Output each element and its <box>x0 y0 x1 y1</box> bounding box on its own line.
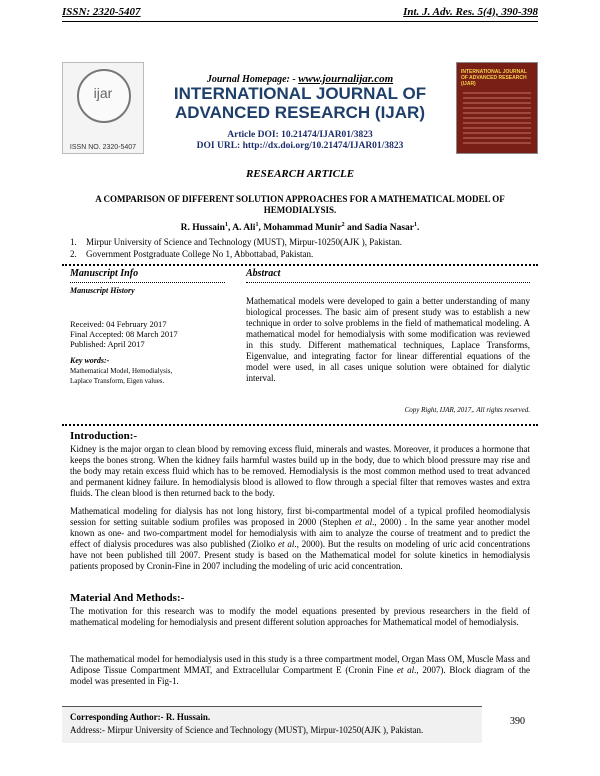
introduction-paragraph-2: Mathematical modeling for dialysis has not long history, first bi-compartmental model of a typical profiled heomodialysis session for setting suitable sodium profiles was proposed in 2000 (Stephen et al., 2000) . In the same year another model known as one- and two-compartment model for hemodialysis with aim to analyze the course of treatment and to predict the effect of dialysis procedures was also published (Ziolko et al., 2000). But the results on modeling of uric acid concentrations have not been published till 2007. Present study is based on the Mathematical model for solute kinetics in hemodialysis patients proposed by Cronin-Fine in 2007 including the modeling of uric acid concentration. <box>70 506 531 571</box>
citation-header: Int. J. Adv. Res. 5(4), 390-398 <box>403 6 538 18</box>
author-name: Mohammad Munir <box>263 223 342 234</box>
affiliation-list <box>70 236 402 260</box>
keywords-list: Mathematical Model, Hemodialysis, Laplace Transform, Eigen values. <box>70 367 173 385</box>
author-name: A. Ali <box>232 223 256 234</box>
affiliation-1: 1. Mirpur University of Science and Technology (MUST), Mirpur-10250(AJK ), Pakistan. <box>70 237 402 247</box>
manuscript-info-rule <box>70 282 225 283</box>
manuscript-history-heading: Manuscript History <box>70 286 135 295</box>
corresponding-address: Address:- Mirpur University of Science and Technology (MUST), Mirpur-10250(AJK ), Pakistan. <box>70 725 424 735</box>
logo-text: ijar <box>93 85 113 101</box>
published-date: Published: April 2017 <box>70 339 145 349</box>
author-name: R. Hussain <box>180 223 225 234</box>
author-affiliation-marker: 1 <box>255 222 259 228</box>
issn-header: ISSN: 2320-5407 <box>62 6 141 18</box>
journal-cover-thumbnail: INTERNATIONAL JOURNAL OF ADVANCED RESEARCH (IJAR) <box>456 62 538 154</box>
section-divider <box>62 264 538 266</box>
corresponding-author-box <box>62 706 482 743</box>
page-number: 390 <box>510 716 525 727</box>
abstract-end-divider <box>62 424 538 426</box>
article-type: RESEARCH ARTICLE <box>245 168 355 180</box>
corresponding-author: Corresponding Author:- R. Hussain. <box>70 712 211 722</box>
introduction-paragraph-1: Kidney is the major organ to clean blood by removing excess fluid, minerals and wastes. Moreover, it produces a hormone that keeps the bones strong. When the kidney fails harmful wastes build up in the body, due to which blood pressure may rise and the body may retain excess fluid which has to be removed. Hemodialysis is the most common method used to treat advanced and permanent kidney failure. In hemodialysis blood is allowed to flow through a special filter that removes wastes and extra fluids. The clean blood is then returned back to the body. <box>70 444 530 498</box>
doi-url-link[interactable]: http://dx.doi.org/10.21474/IJAR01/3823 <box>242 141 404 151</box>
manuscript-info-heading: Manuscript Info <box>70 268 139 279</box>
author-separator: and <box>344 223 365 234</box>
methods-heading: Material And Methods:- <box>70 592 185 604</box>
author-affiliation-marker: 1 <box>224 222 228 228</box>
affiliation-2: 2. Government Postgraduate College No 1, Abbottabad, Pakistan. <box>70 249 314 259</box>
article-doi: Article DOI: 10.21474/IJAR01/3823 <box>227 130 373 140</box>
abstract-text: Mathematical models were developed to gain a better understanding of many biological processes. The basic aim of present study was to establish a new technique in order to solve problems in the field of mathematical modeling. A mathematical model for hemodialysis with some modification was reviewed in this study. Different mathematical techniques, Laplace Transforms, Eigenvalue, and integrating factor for linear differential equations of the model were used, in all cases unique solution were obtained for dialytic interval. <box>246 296 530 383</box>
manuscript-dates <box>70 319 178 349</box>
accepted-date: Final Accepted: 08 March 2017 <box>70 329 178 339</box>
author-separator: . <box>417 223 420 234</box>
methods-paragraph-2: The mathematical model for hemodialysis used in this study is a three compartment model, Organ Mass OM, Muscle Mass and Adipose Tissue Compartment MMAT, and Extracellular Compartment E (Cronin Fine et al., 2007). Block diagram of the model was presented in Fig-1. <box>70 654 530 686</box>
header-rule <box>62 21 538 22</box>
abstract-rule <box>246 282 530 283</box>
author-list <box>62 222 538 233</box>
author-affiliation-marker: 2 <box>341 222 345 228</box>
author-name: Sadia Nasar <box>364 223 414 234</box>
journal-homepage-link[interactable]: www.journalijar.com <box>298 73 394 85</box>
journal-title: INTERNATIONAL JOURNAL OF ADVANCED RESEARCH (IJAR) <box>173 84 427 122</box>
journal-banner <box>62 62 538 154</box>
methods-paragraph-1: The motivation for this research was to modify the model equations presented by previous researchers in the field of mathematical modeling for hemodialysis and present different solution approaches for Mathematical model of hemodialysis. <box>70 606 530 627</box>
doi-url: DOI URL: http://dx.doi.org/10.21474/IJAR01/3823 <box>196 141 404 151</box>
logo-issn: ISSN NO. 2320-5407 <box>69 144 137 151</box>
copyright-notice: Copy Right, IJAR, 2017,. All rights reserved. <box>404 406 530 414</box>
author-affiliation-marker: 1 <box>414 222 417 228</box>
author-separator: , <box>258 223 264 234</box>
journal-homepage: Journal Homepage: - www.journalijar.com <box>206 73 394 85</box>
received-date: Received: 04 February 2017 <box>70 319 167 329</box>
article-title: A COMPARISON OF DIFFERENT SOLUTION APPROACHES FOR A MATHEMATICAL MODEL OF HEMODIALYSIS. <box>95 194 505 215</box>
abstract-heading: Abstract <box>246 268 281 279</box>
introduction-heading: Introduction:- <box>70 430 138 442</box>
author-separator: , <box>227 223 233 234</box>
keywords-heading: Key words:- <box>70 356 110 365</box>
